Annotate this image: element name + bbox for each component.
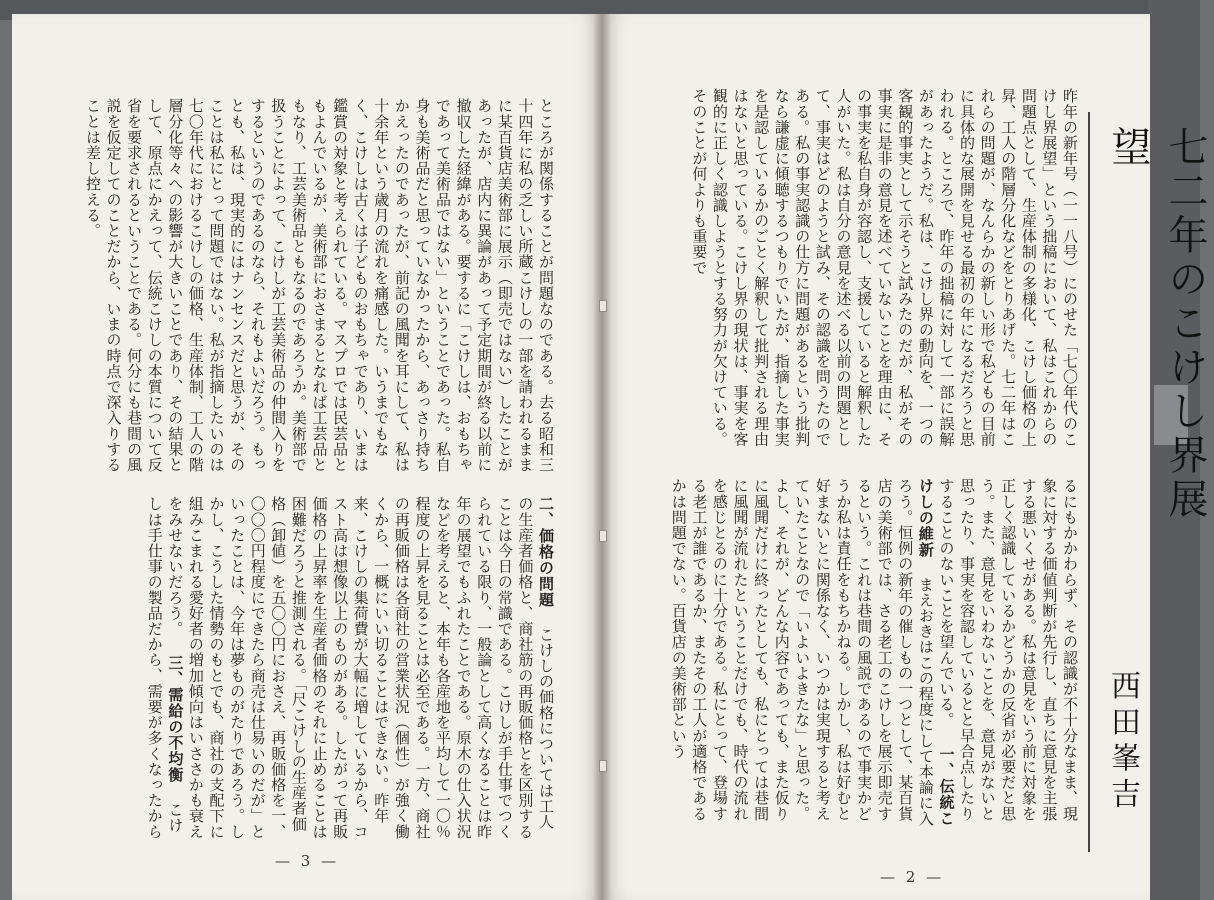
right-lower-column bbox=[652, 478, 1080, 830]
author-name: 西田峯吉 bbox=[1105, 670, 1140, 814]
section-heading-3: 三、需給の不均衡 bbox=[166, 655, 185, 784]
article-title: 七二年のこけし界展望 bbox=[1105, 126, 1208, 522]
section-heading-2: 二、価格の問題 bbox=[537, 496, 555, 608]
page-number-2: — 2 — bbox=[880, 868, 945, 886]
section-heading-1: 一、伝統こけしの維新 bbox=[916, 478, 956, 827]
section-2-body: こけしの価格については工人の生産者価格と、商社筋の再販価格とを区別することは今日の常識である。こけしが手仕事でつくられている限り、一般論として高くなることは昨年の展望でもふれたことである。原木の仕入状況などを考えると、本年も各産地を平均して一〇％程度の上昇を見ることは必至である。一方、商社の再販価格は各商社の営業状況（個性）が強く働くから、一概にいい切ることはできない。昨年来、こけしの集荷費が大幅に増しているから、コスト高は想像以上のものがある。したがって再販価格の上昇率を生産者価格のそれに止めることは困難だろうと推測される。「尺こけしの生産者価格（卸値）を五〇〇円におさえ、再販価格を一、〇〇〇円程度にできたら商売は仕易いのだが」といったことは、今年は夢ものがたりであろう。しかし、こうした情勢のもとでも、商社の支配下に組みこまれる愛好者の増加傾向はいささかも衰えをみせないだろう。 bbox=[166, 496, 555, 840]
binding-stitch bbox=[599, 300, 607, 312]
intro-text: 昨年の新年号（一一八号）にのせた「七〇年代のこけし界展望」という拙稿において、私はこれからの問題点として、生産体制の多様化、こけし価格の上昇、工人の階層分化などをとりあげた。七二年はこれらの問題が、なんらかの新しい形で私どもの目前に具体的な展開を見せる最初の年になるだろうと思われる。ところで、昨年の拙稿に対して一部に誤解があったようだ。私は、こけし界の動向を、一つの客観的事実として示そうと試みたのだが、私がその事実に是非の意見を述べていないことを理由に、その事実を私自身が容認し、支援していると解釈した人がいた。私は自分の意見を述べる以前の問題として、事実はどのようと試み、その認識を問うたのである。私の事実認識の仕方に問題があるという批判なら謙虚に傾聴するつもりでいたが、指摘した事実を是認しているかのごとく解釈して批判される理由はないと思っている。こけし界の現状は、事実を客観的に正しく認識しようとする努力が欠けている。そのことが何よりも重要で bbox=[690, 88, 1079, 447]
section-1-body: まえおきはこの程度にして本論に入ろう。恒例の新年の催しもの一つとして、某百貨店の美術部では、さる老工のこけしを展示即売するという。これは巷間の風説であるので事実かどうか私は責任をもちかねる。しかし、私は好むと好まないとに関係なく、いつかは実現すると考えていたことなので「いよいよきたな」と思った。よし、それが、どんな内容であっても、また仮りに風聞だけに終ったとしても、私にとっては巷間に風聞が流れたということだけでも、時代の流れを感じとるのに十分である。私にとって、登場する老工が誰であるか、またその工人が適格であるかは問題でない。百貨店の美術部という bbox=[669, 478, 935, 827]
binding-stitch bbox=[599, 530, 607, 542]
intro-continuation: るにもかかわらず、その認識が不十分なまま、現象に対する価値判断が先行し、直ちに意見を主張する悪いくせがある。私は意見をいう前に対象を正しく認識しているかどうかの反省が必要だと思う。また、意見をいわないことを、意見がないと思ったり、事実を容認しているとと早合点したりすることのないことを望んでいる。 bbox=[937, 478, 1079, 822]
left-lower-column bbox=[60, 496, 556, 842]
page-number-3: — 3 — bbox=[275, 852, 340, 870]
left-upper-column: ところが関係することが問題なのである。去る昭和三十四年に私の乏しい所蔵こけしの一部を請われるままに某百貨店美術部に展示（即売ではない）したことがあったが、店内に異論があって予定期間が終る以前に撤収した経緯がある。要するに「こけしは、おもちゃであって美術品ではない」ということであった。私自身も美術品だと思っていなかったから、あっさり持ちかえったのであったが、前記の風聞を耳にして、私は十余年という歳月の流れを痛感した。いうまでもなく、こけしは古くは子どものおもちゃであり、いまは鑑賞の対象と考えられている。マスプロでは民芸品ともよんでいるが、美術部におさまるとなれば工芸品ともなり、工芸美術品ともなるのであろうか。美術部で扱うことによって、こけしが工芸美術品の仲間入りをするというのであるのなら、それもよいだろう。もっとも、私は、現実的にはナンセンスだと思うが、そのことは私にとって問題ではない。私が指摘したいのは七〇年代におけるこけしの価格、生産体制、工人の階層分化等々への影響が大きいことであり、その結果として、原点にかえって、伝統こけしの本質について反省を要求されるということである。何分にも巷間の風説を仮定してのことだから、いまの時点で深入りすることは差し控える。 bbox=[83, 98, 555, 473]
binding-stitch bbox=[599, 760, 607, 772]
title-rule bbox=[1088, 112, 1090, 852]
section-3-body: こけしは手仕事の製品だから、需要が多くなったから bbox=[145, 496, 185, 840]
